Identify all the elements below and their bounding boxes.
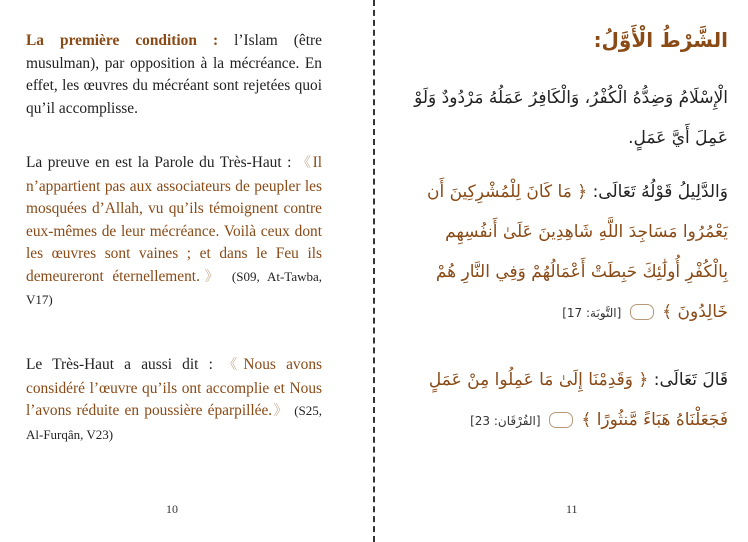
- arabic-islam-text: الْإِسْلَامُ وَضِدُّهُ الْكُفْرُ، وَالْكَافِرُ عَمَلُهُ مَرْدُودٌ وَلَوْ عَمِلَ أَيَّ عَمَلٍ.: [414, 88, 728, 148]
- ornament-open-bracket: 《: [296, 156, 313, 171]
- arabic-quote-furqan: ﴿ وَقَدِمْنَا إِلَىٰ مَا عَمِلُوا مِنْ عَمَلٍ فَجَعَلْنَاهُ هَبَاءً مَّنثُورًا ﴾: [428, 370, 728, 430]
- arabic-paragraph-also-said: [398, 360, 728, 441]
- condition-text: l’Islam (être musulman), par opposition à la mécréance. En effet, les œuvres du mécréant sont rejetées quoi qu’il accomplisse.: [26, 32, 322, 117]
- right-page: [376, 0, 748, 542]
- paragraph-also-said: [26, 354, 322, 446]
- arabic-reference-furqan: [الفُرْقَان: 23]: [470, 414, 541, 428]
- arabic-quote-tawba: ﴿ مَا كَانَ لِلْمُشْرِكِينَ أَن يَعْمُرُوا مَسَاجِدَ اللَّهِ شَاهِدِينَ عَلَىٰ أَنفُسِهِم بِالْكُفْرِ أُولَٰئِكَ حَبِطَتْ أَعْمَالُهُمْ وَفِي النَّارِ هُمْ خَالِدُونَ ﴾: [427, 182, 728, 322]
- ornament-close-bracket: 》: [272, 404, 289, 419]
- ayah-marker-icon: [630, 304, 654, 320]
- paragraph-proof: [26, 152, 322, 312]
- page-number-left: 10: [166, 502, 178, 516]
- arabic-also-said-intro: قَالَ تَعَالَى:: [648, 370, 728, 390]
- arabic-paragraph-islam: [398, 78, 728, 158]
- arabic-title: الشَّرْطُ الْأَوَّلُ:: [593, 28, 728, 52]
- proof-intro: La preuve en est la Parole du Très-Haut :: [26, 154, 297, 171]
- ayah-marker-icon: [549, 412, 573, 428]
- page-number-right: 11: [566, 502, 578, 516]
- arabic-paragraph-proof: [398, 172, 728, 333]
- arabic-proof-intro: وَالدَّلِيلُ قَوْلُهُ تَعَالَى:: [587, 182, 728, 202]
- ornament-open-bracket: 《: [223, 358, 244, 373]
- paragraph-first-condition: [26, 30, 322, 120]
- reference-furqan: (S25, Al-Furqân, V23): [26, 403, 322, 442]
- arabic-reference-tawba: [التَّوبَة: 17]: [562, 306, 622, 320]
- quran-quote-tawba: Il n’appartient pas aux associateurs de peupler les mosquées d’Allah, vu qu’ils témoignent contre eux-mêmes de leur mécréance. Voilà ceux dont les œuvres sont vaines ; et dans le Feu ils demeureront éternellement.: [26, 154, 322, 285]
- also-said-intro: Le Très-Haut a aussi dit :: [26, 356, 224, 373]
- reference-tawba: (S09, At-Tawba, V17): [26, 268, 322, 307]
- ornament-close-bracket: 》: [199, 269, 224, 285]
- condition-heading: La première condition :: [26, 32, 219, 49]
- page-divider: [373, 0, 375, 542]
- quran-quote-furqan: Nous avons considéré l’œuvre qu’ils ont accomplie et Nous l’avons réduite en poussière éparpillée.: [26, 356, 323, 419]
